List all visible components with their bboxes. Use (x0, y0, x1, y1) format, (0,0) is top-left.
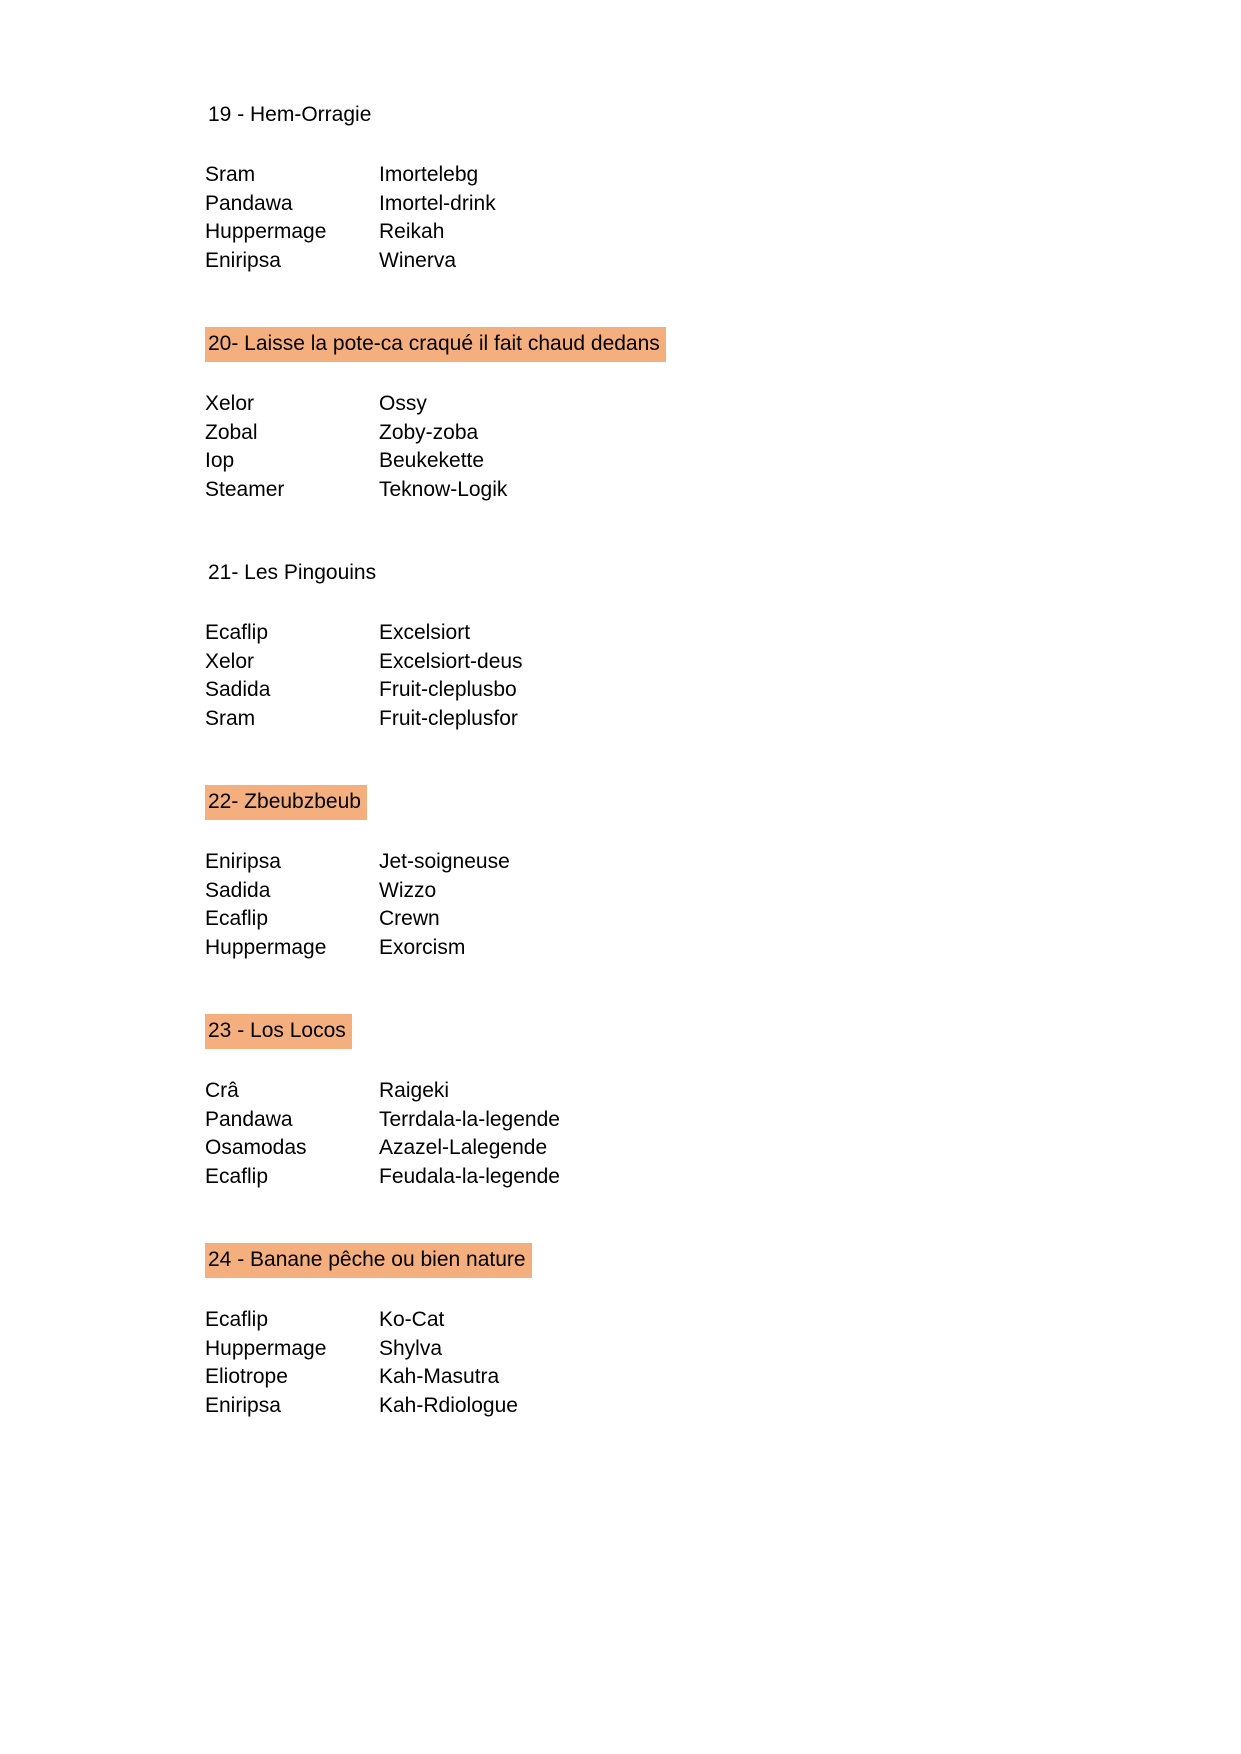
section-heading (205, 98, 1105, 133)
character-class-cell: Ecaflip (205, 1164, 269, 1188)
section-heading-text: 20- Laisse la pote-ca craqué il fait chaud dedans (205, 327, 666, 362)
character-name-cell: Wizzo (379, 878, 437, 902)
roster-row (205, 934, 1105, 963)
character-name-cell: Winerva (379, 248, 457, 272)
character-name-cell: Raigeki (379, 1079, 450, 1102)
roster-row (205, 1335, 1105, 1364)
character-class-cell: Eliotrope (205, 1365, 288, 1388)
character-class-cell: Eniripsa (205, 850, 281, 873)
section-heading (205, 1243, 1105, 1278)
character-name-cell: Ko-Cat (379, 1308, 445, 1331)
character-class-cell: Crâ (205, 1079, 239, 1102)
roster-row (205, 1134, 1105, 1163)
character-class-cell: Zobal (205, 420, 258, 444)
roster-row (205, 390, 1105, 419)
character-name-cell: Excelsiort (379, 621, 471, 644)
section-heading-text: 24 - Banane pêche ou bien nature (205, 1243, 532, 1278)
character-class-cell: Osamodas (205, 1136, 307, 1159)
character-class-cell: Xelor (205, 392, 255, 415)
character-name-cell: Shylva (379, 1336, 443, 1360)
roster-row (205, 247, 1105, 276)
roster-row (205, 705, 1105, 734)
roster-table (205, 619, 1105, 733)
character-class-cell: Sadida (205, 678, 271, 701)
roster-row (205, 1363, 1105, 1392)
character-name-cell: Azazel-Lalegende (379, 1136, 548, 1159)
character-name-cell: Kah-Rdiologue (379, 1393, 518, 1417)
roster-section (205, 1014, 1105, 1191)
roster-section (205, 1243, 1105, 1420)
section-heading-text: 19 - Hem-Orragie (208, 103, 372, 126)
roster-row (205, 848, 1105, 877)
section-heading (205, 785, 1105, 820)
roster-row (205, 1306, 1105, 1335)
roster-row (205, 1163, 1105, 1192)
character-class-cell: Ecaflip (205, 907, 269, 930)
roster-row (205, 1392, 1105, 1421)
character-class-cell: Sram (205, 163, 256, 186)
roster-section (205, 327, 1105, 504)
character-class-cell: Eniripsa (205, 1393, 281, 1417)
roster-table (205, 1077, 1105, 1191)
character-name-cell: Fruit-cleplusbo (379, 678, 517, 701)
character-class-cell: Steamer (205, 477, 285, 501)
section-spacer (205, 1191, 1105, 1243)
section-heading-text: 23 - Los Locos (205, 1014, 352, 1049)
roster-row (205, 476, 1105, 505)
character-name-cell: Fruit-cleplusfor (379, 706, 518, 730)
roster-section (205, 98, 1105, 275)
roster-table (205, 390, 1105, 504)
character-name-cell: Feudala-la-legende (379, 1164, 560, 1188)
section-list (205, 98, 1105, 1420)
roster-row (205, 1106, 1105, 1135)
roster-table (205, 1306, 1105, 1420)
character-name-cell: Imortelebg (379, 163, 479, 186)
section-heading (205, 327, 1105, 362)
section-heading-text: 22- Zbeubzbeub (205, 785, 367, 820)
roster-row (205, 676, 1105, 705)
roster-row (205, 1077, 1105, 1106)
roster-section (205, 785, 1105, 962)
section-heading-text: 21- Les Pingouins (208, 561, 377, 584)
character-class-cell: Sadida (205, 878, 271, 902)
roster-row (205, 419, 1105, 448)
character-class-cell: Ecaflip (205, 1308, 269, 1331)
character-class-cell: Ecaflip (205, 621, 269, 644)
character-class-cell: Huppermage (205, 220, 327, 243)
character-name-cell: Terrdala-la-legende (379, 1107, 560, 1131)
character-name-cell: Imortel-drink (379, 191, 496, 215)
roster-row (205, 619, 1105, 648)
character-name-cell: Beukekette (379, 449, 485, 472)
character-name-cell: Jet-soigneuse (379, 850, 510, 873)
character-name-cell: Excelsiort-deus (379, 649, 523, 673)
roster-row (205, 447, 1105, 476)
character-class-cell: Pandawa (205, 1107, 293, 1131)
character-class-cell: Huppermage (205, 935, 327, 959)
character-name-cell: Ossy (379, 392, 427, 415)
character-name-cell: Kah-Masutra (379, 1365, 500, 1388)
character-name-cell: Teknow-Logik (379, 477, 508, 501)
character-class-cell: Eniripsa (205, 248, 281, 272)
character-name-cell: Zoby-zoba (379, 420, 479, 444)
character-class-cell: Iop (205, 449, 235, 472)
section-spacer (205, 275, 1105, 327)
roster-row (205, 905, 1105, 934)
section-heading (205, 556, 1105, 591)
character-name-cell: Crewn (379, 907, 440, 930)
roster-table (205, 161, 1105, 275)
roster-row (205, 648, 1105, 677)
roster-table (205, 848, 1105, 962)
character-name-cell: Exorcism (379, 935, 466, 959)
character-name-cell: Reikah (379, 220, 445, 243)
character-class-cell: Xelor (205, 649, 255, 673)
roster-row (205, 190, 1105, 219)
section-spacer (205, 504, 1105, 556)
roster-row (205, 218, 1105, 247)
section-heading (205, 1014, 1105, 1049)
roster-section (205, 556, 1105, 733)
character-class-cell: Pandawa (205, 191, 293, 215)
section-spacer (205, 733, 1105, 785)
character-class-cell: Huppermage (205, 1336, 327, 1360)
roster-row (205, 161, 1105, 190)
section-spacer (205, 962, 1105, 1014)
roster-row (205, 877, 1105, 906)
character-class-cell: Sram (205, 706, 256, 730)
